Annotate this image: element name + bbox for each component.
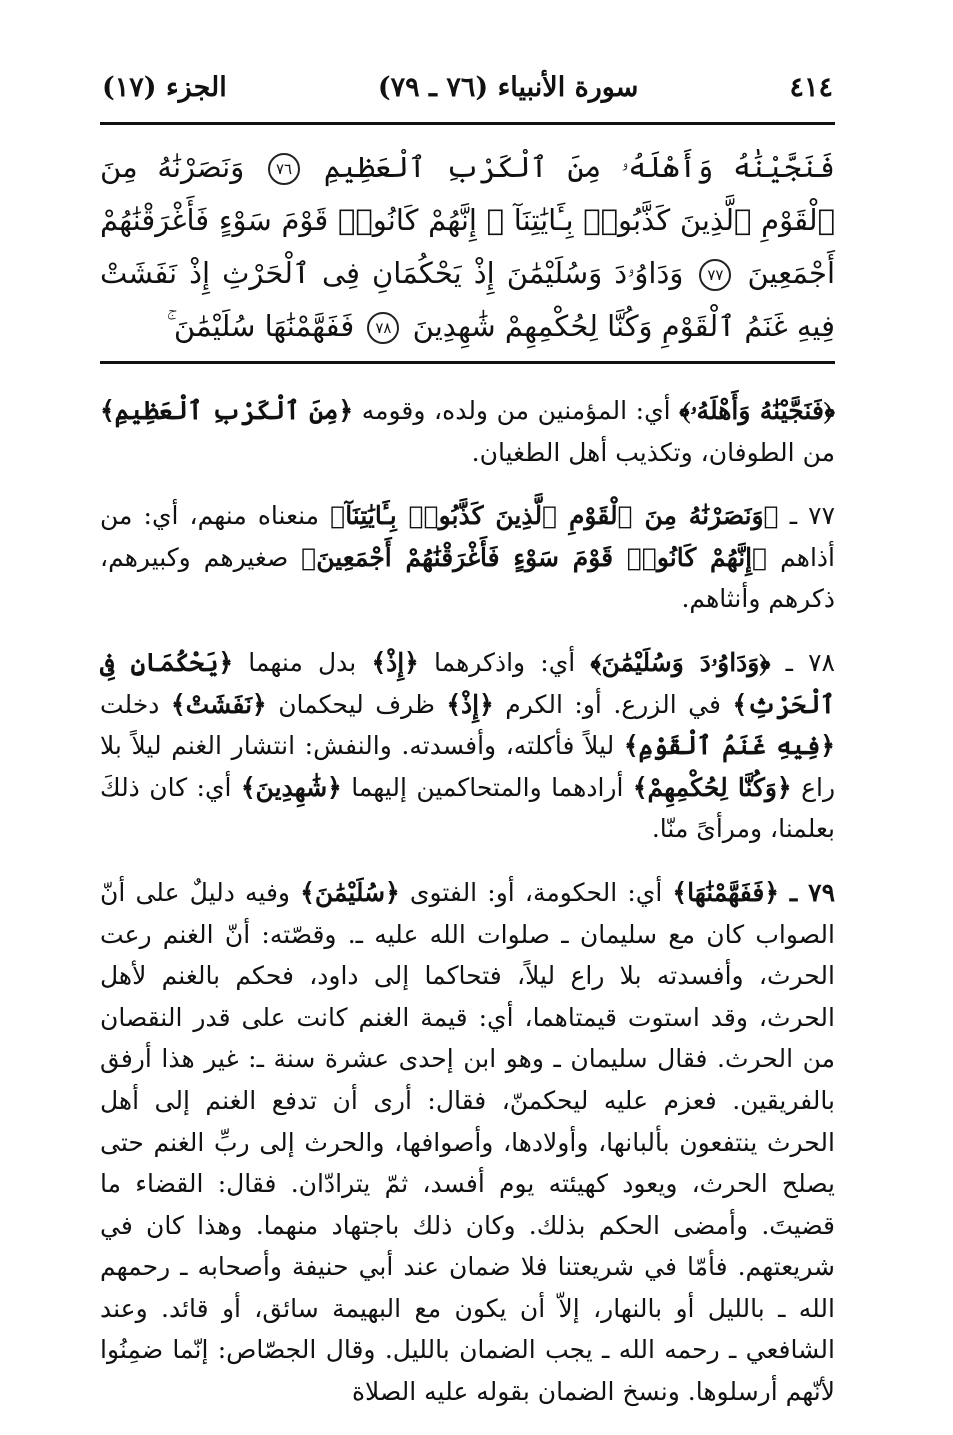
- verse-number: ٧٦: [275, 159, 293, 178]
- quran-quote: ﴿مِنَ ٱلْكَرْبِ ٱلْعَظِيمِ﴾: [100, 396, 354, 425]
- verse-79-text: فَفَهَّمْنَٰهَا سُلَيْمَٰنَ ۚ: [166, 309, 355, 343]
- commentary-paragraph-79: [100, 872, 835, 1413]
- commentary-text: في الزرع. أو: الكرم: [493, 689, 733, 719]
- quran-quote: ﴿وَكُنَّا لِحُكْمِهِمْ﴾: [632, 772, 792, 802]
- quran-quote: ﴿إِذْ﴾: [446, 689, 494, 719]
- quran-quote: ﴿إِذْ﴾: [371, 647, 419, 677]
- commentary-text: أي: واذكرهما: [418, 647, 591, 677]
- quran-quote: ﴿فِيهِ غَنَمُ ٱلْقَوْمِ﴾: [623, 731, 835, 761]
- commentary-text: أي: الحكومة، أو: الفتوى: [399, 877, 673, 907]
- verse-77-text: وَنَصَرْنَٰهُ مِنَ ٱلْقَوْمِ ٱلَّذِينَ كَذَّبُوا۟ بِـَٔايَٰتِنَآ ۚ إِنَّهُمْ كَانُوا۟ قَوْمَ سَوْءٍ فَأَغْرَقْنَٰهُمْ أَجْمَعِينَ: [100, 150, 836, 290]
- commentary-paragraph-77: [100, 495, 835, 620]
- juz-label: الجزء (١٧): [102, 72, 227, 103]
- verse-number-marker: [268, 153, 300, 185]
- quran-quote: ﴿سُلَيْمَٰنَ﴾: [300, 877, 400, 907]
- quran-quote: ﴿وَنَصَرْنَٰهُ مِنَ ٱلْقَوْمِ ٱلَّذِينَ كَذَّبُوا۟ بِـَٔايَٰتِنَآ﴾: [330, 501, 779, 531]
- quran-quote: ﴿يَحْكُمَانِ فِى ٱلْحَرْثِ﴾: [100, 647, 835, 719]
- quran-quote: ﴿شَٰهِدِينَ﴾: [240, 772, 342, 802]
- commentary-paragraph-76: [100, 390, 835, 473]
- commentary-text: من الطوفان، وتكذيب أهل الطغيان.: [471, 437, 835, 467]
- commentary-paragraph-78: [100, 642, 835, 850]
- verse-number: ٧٧: [707, 265, 724, 284]
- commentary-text: ظرف ليحكمان: [266, 689, 447, 719]
- verse-76-text: فَنَجَّيْنَٰهُ وَأَهْلَهُۥ مِنَ ٱلْكَرْبِ ٱلْعَظِيمِ: [323, 150, 836, 184]
- quran-quote: ﴿فَفَهَّمْنَٰهَا﴾: [672, 877, 779, 907]
- commentary-text: بدل منهما: [233, 647, 372, 677]
- commentary-text: دخلت: [100, 689, 171, 719]
- commentary-text: منعناه منهم، أي: من أذاهم: [100, 501, 835, 572]
- quran-quote: ﴿نَفَشَتْ﴾: [170, 689, 267, 719]
- page-header: [100, 72, 835, 125]
- commentary-text: ليلاً فأكلته، وأفسدته. والنفش: انتشار الغنم ليلاً بلا راع: [100, 731, 836, 802]
- commentary-text: وفيه دليلٌ على أنّ الصواب كان مع سليمان ـ صلوات الله عليه ـ. وقصّته: أنّ الغنم رعت الحرث، وأفسدته بلا راع ليلاً، فتحاكما إلى داود، فحكم بالغنم لأهل الحرث، وقد استوت قيمتاهما، أي: قيمة الغنم كانت على قدر النقصان من الحرث. فقال سليمان ـ وهو ابن إحدى عشرة سنة ـ: غير هذا أرفق بالفريقين. فعزم عليه ليحكمنّ، فقال: أرى أن تدفع الغنم إلى أهل الحرث ينتفعون بألبانها، وأولادها، وأصوافها، والحرث إلى ربِّ الغنم حتى يصلح الحرث، ويعود كهيئته يوم أفسد، ثمّ يترادّان. فقال: القضاء ما قضيتَ. وأمضى الحكم بذلك. وكان ذلك باجتهاد منهما. وهذا كان في شريعتهم. فأمّا في شريعتنا فلا ضمان عند أبي حنيفة وأصحابه ـ رحمهم الله ـ بالليل أو بالنهار، إلاّ أن يكون مع البهيمة سائق، أو قائد. وعند الشافعي ـ رحمه الله ـ يجب الضمان بالليل. وقال الجصّاص: إنّما ضمِنُوا لأنّهم أرسلوها. ونسخ الضمان بقوله عليه الصلاة: [100, 877, 835, 1407]
- page: [100, 72, 835, 1435]
- commentary-text: أرادهما والمتحاكمين إليهما: [341, 772, 633, 802]
- verse-number-label: ٧٩ ـ: [778, 877, 835, 907]
- quran-quote: ﴿إِنَّهُمْ كَانُوا۟ قَوْمَ سَوْءٍ فَأَغْرَقْنَٰهُمْ أَجْمَعِينَ﴾: [301, 542, 768, 572]
- verse-number-marker: [699, 259, 731, 291]
- quran-quote: ﴿وَدَاوُۥدَ وَسُلَيْمَٰنَ﴾: [590, 647, 771, 677]
- commentary-text: أي: المؤمنين من ولده، وقومه: [353, 396, 680, 425]
- verse-number-label: ٧٨ ـ: [770, 647, 835, 677]
- verse-number-label: ٧٧ ـ: [778, 501, 836, 531]
- commentary-text: أي: كان ذلكَ بعلمنا، ومرأىً منّا.: [100, 772, 835, 844]
- quran-quote: ﴿فَنَجَّيْنَٰهُ وَأَهْلَهُۥ﴾: [679, 396, 835, 425]
- verse-number-marker: [367, 312, 399, 344]
- surah-title: سورة الأنبياء (٧٦ ـ ٧٩): [377, 72, 639, 103]
- commentary-text: صغيرهم وكبيرهم، ذكرهم وأنثاهم.: [100, 542, 835, 614]
- page-number: ٤١٤: [789, 72, 833, 103]
- verse-number: ٧٨: [375, 318, 392, 337]
- quran-text-block: [100, 125, 835, 364]
- verse-78-text: وَدَاوُۥدَ وَسُلَيْمَٰنَ إِذْ يَحْكُمَانِ فِى ٱلْحَرْثِ إِذْ نَفَشَتْ فِيهِ غَنَمُ ٱلْقَوْمِ وَكُنَّا لِحُكْمِهِمْ شَٰهِدِينَ: [100, 256, 835, 343]
